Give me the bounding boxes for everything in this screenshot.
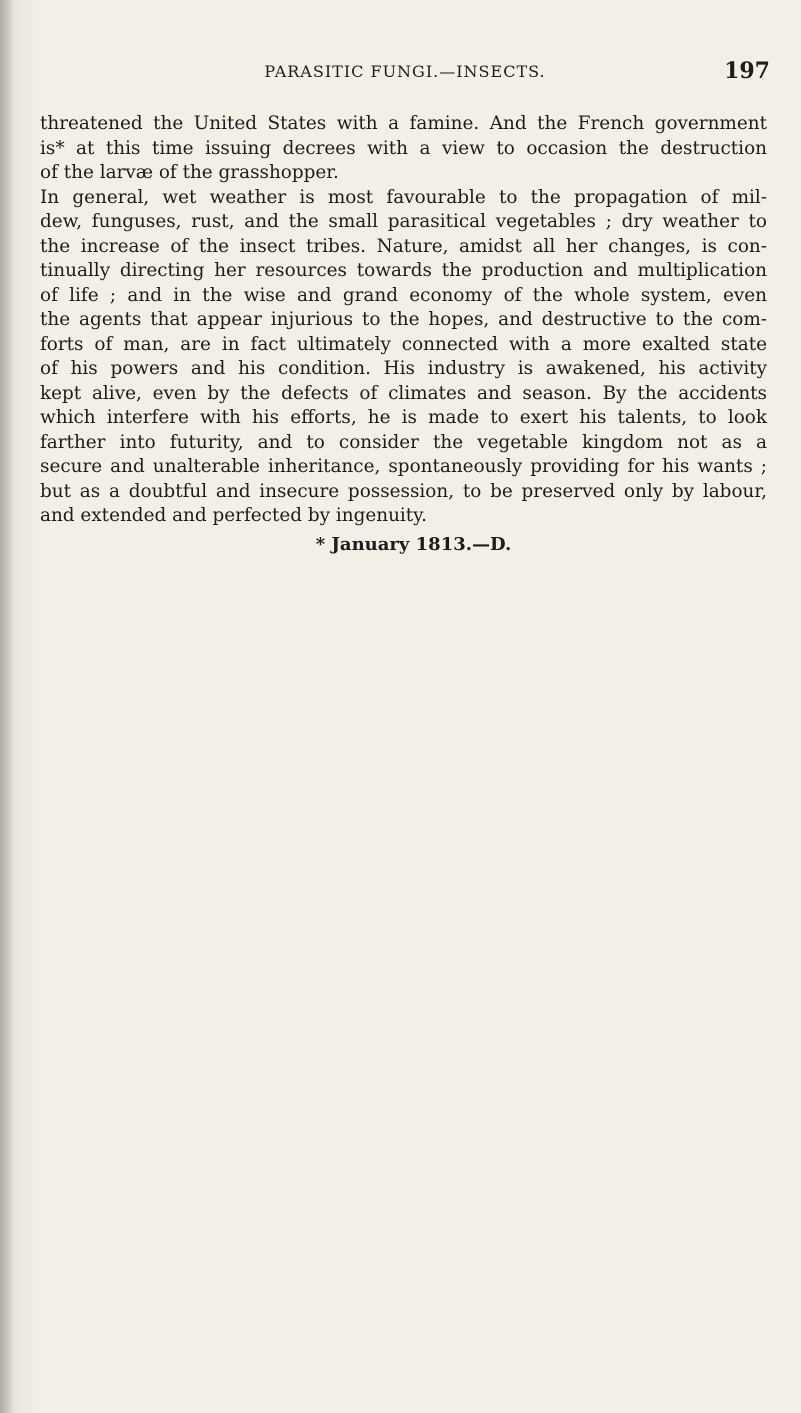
text-line: of life ; and in the wise and grand economy of the whole system, even [40,284,767,306]
page-number: 197 [724,58,770,84]
body-text [40,112,767,557]
text-line: but as a doubtful and insecure possession, to be preserved only by labour, [40,480,767,502]
text-line: dew, funguses, rust, and the small parasitical vegetables ; dry weather to [40,211,767,232]
text-line: kept alive, even by the defects of climates and season. By the accidents [40,382,767,404]
text-line: of his powers and his condition. His industry is awakened, his activity [40,358,767,379]
text-line: tinually directing her resources towards the production and multiplication [40,260,767,281]
text-line: of the larvæ of the grasshopper. [40,162,339,183]
text-line: forts of man, are in fact ultimately connected with a more exalted state [40,333,767,355]
text-line: threatened the United States with a famine. And the French government [40,113,767,134]
text-line: and extended and perfected by ingenuity. [40,505,427,526]
text-line: the increase of the insect tribes. Nature, amidst all her changes, is con- [40,235,767,257]
text-line: In general, wet weather is most favourable to the propagation of mil- [40,186,767,208]
text-line: secure and unalterable inheritance, spontaneously providing for his wants ; [40,456,767,477]
text-line: which interfere with his efforts, he is made to exert his talents, to look [40,407,767,428]
running-head: PARASITIC FUNGI.—INSECTS. [264,62,546,81]
text-line: is* at this time issuing decrees with a view to occasion the destruction [40,137,767,159]
text-line: farther into futurity, and to consider the vegetable kingdom not as a [40,431,767,453]
text-line: the agents that appear injurious to the hopes, and destructive to the com- [40,309,767,330]
spine-shadow [0,0,14,1413]
footnote: * January 1813.—D. [315,533,512,555]
page-header [40,58,770,88]
